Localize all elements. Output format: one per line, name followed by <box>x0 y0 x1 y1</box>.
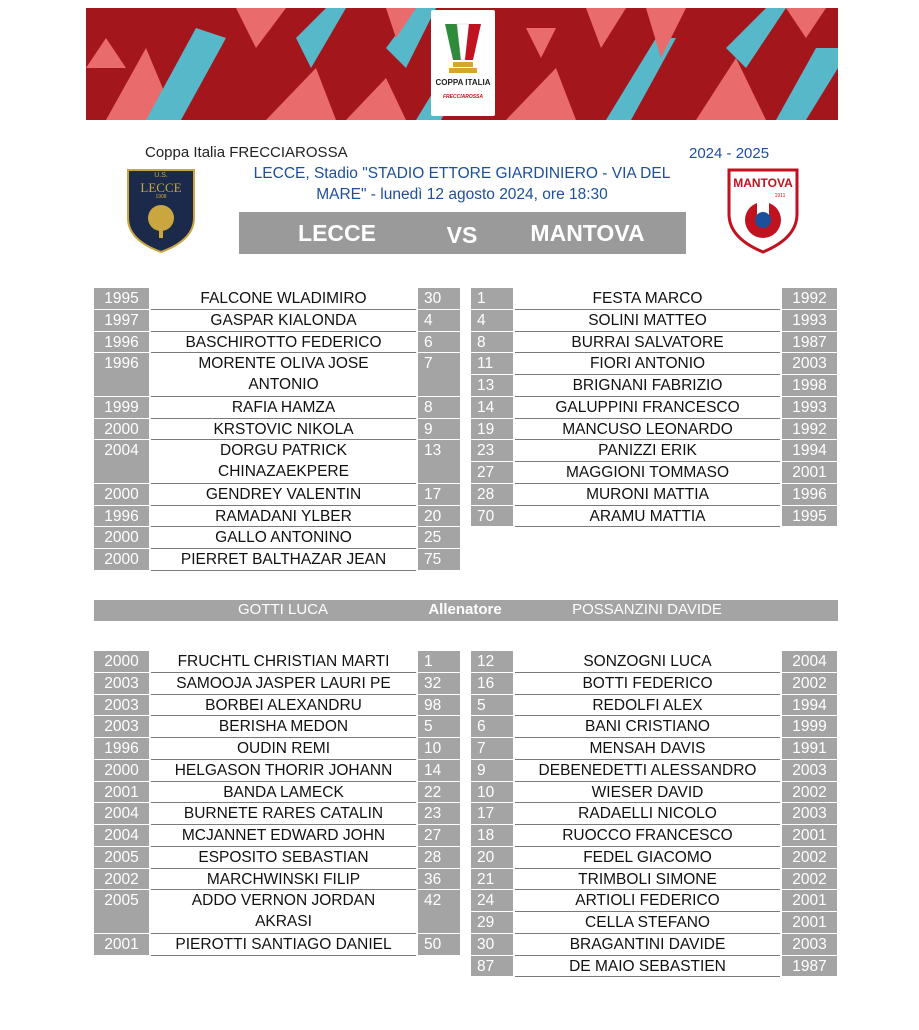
player-name: GASPAR KIALONDA <box>151 310 416 332</box>
player-number: 7 <box>471 738 513 759</box>
player-number: 23 <box>418 803 460 824</box>
player-number: 9 <box>418 419 460 440</box>
player-name: RUOCCO FRANCESCO <box>515 825 780 847</box>
trophy-icon <box>431 14 495 78</box>
player-number: 30 <box>471 934 513 955</box>
mantova-crest-name: MANTOVA <box>733 176 793 190</box>
player-number: 14 <box>471 397 513 418</box>
player-year: 1996 <box>94 332 149 353</box>
player-number: 10 <box>418 738 460 759</box>
player-number: 14 <box>418 760 460 781</box>
player-year: 2003 <box>782 803 837 824</box>
player-number: 13 <box>418 440 460 483</box>
player-number: 17 <box>418 484 460 505</box>
competition-name: Coppa Italia FRECCIAROSSA <box>145 144 348 161</box>
player-year: 1996 <box>94 353 149 396</box>
away-team: MANTOVA <box>530 220 645 246</box>
player-year: 2000 <box>94 760 149 781</box>
player-number: 4 <box>418 310 460 331</box>
player-name: BANI CRISTIANO <box>515 716 780 738</box>
player-name: PANIZZI ERIK <box>515 440 780 462</box>
player-year: 2003 <box>782 760 837 781</box>
vs-label: VS <box>446 222 478 248</box>
player-year: 2003 <box>94 695 149 716</box>
player-year: 2000 <box>94 419 149 440</box>
player-number: 98 <box>418 695 460 716</box>
lecce-crest-year: 1908 <box>155 194 167 200</box>
player-year: 2004 <box>782 651 837 672</box>
player-name-line1: MORENTE OLIVA JOSE <box>198 355 369 373</box>
player-number: 12 <box>471 651 513 672</box>
player-name: OUDIN REMI <box>151 738 416 760</box>
player-number: 8 <box>471 332 513 353</box>
player-number: 27 <box>471 462 513 483</box>
player-year: 2002 <box>782 673 837 694</box>
player-year: 1992 <box>782 288 837 309</box>
player-number: 5 <box>471 695 513 716</box>
player-number: 30 <box>418 288 460 309</box>
player-year: 1996 <box>782 484 837 505</box>
player-year: 1999 <box>94 397 149 418</box>
player-number: 6 <box>418 332 460 353</box>
player-number: 18 <box>471 825 513 846</box>
player-number: 28 <box>418 847 460 868</box>
player-year: 2001 <box>782 912 837 933</box>
player-number: 17 <box>471 803 513 824</box>
player-number: 16 <box>471 673 513 694</box>
player-number: 87 <box>471 956 513 977</box>
player-year: 2005 <box>94 890 149 933</box>
venue-info: LECCE, Stadio "STADIO ETTORE GIARDINIERO - VIA DEL MARE" - lunedì 12 agosto 2024, ore 18:30 <box>253 165 671 203</box>
player-name: RADAELLI NICOLO <box>515 803 780 825</box>
player-name: BRAGANTINI DAVIDE <box>515 934 780 956</box>
logo-text: COPPA ITALIA <box>435 78 491 87</box>
mantova-crest-year: 1911 <box>774 193 786 199</box>
coppa-italia-logo <box>431 10 495 116</box>
player-name: MENSAH DAVIS <box>515 738 780 760</box>
player-name: TRIMBOLI SIMONE <box>515 869 780 891</box>
player-number: 36 <box>418 869 460 890</box>
player-year: 1999 <box>782 716 837 737</box>
player-number: 1 <box>471 288 513 309</box>
coaches-row <box>94 600 838 621</box>
player-year: 2000 <box>94 484 149 505</box>
player-year: 1997 <box>94 310 149 331</box>
player-name: GALLO ANTONINO <box>151 527 416 549</box>
player-name: REDOLFI ALEX <box>515 695 780 717</box>
player-name: BANDA LAMECK <box>151 782 416 804</box>
player-year: 1996 <box>94 506 149 527</box>
lecce-crest-name: LECCE <box>140 180 182 195</box>
player-number: 20 <box>471 847 513 868</box>
player-number: 28 <box>471 484 513 505</box>
player-year: 2003 <box>94 673 149 694</box>
player-number: 10 <box>471 782 513 803</box>
player-year: 2000 <box>94 549 149 570</box>
player-number: 27 <box>418 825 460 846</box>
player-name: RAFIA HAMZA <box>151 397 416 419</box>
coach-label: Allenatore <box>428 601 502 618</box>
player-number: 6 <box>471 716 513 737</box>
player-year: 2001 <box>782 462 837 483</box>
player-name: FALCONE WLADIMIRO <box>151 288 416 310</box>
player-year: 2001 <box>94 934 149 955</box>
player-year: 1993 <box>782 397 837 418</box>
player-year: 2005 <box>94 847 149 868</box>
player-year: 2001 <box>782 825 837 846</box>
player-name: GALUPPINI FRANCESCO <box>515 397 780 419</box>
player-year: 2000 <box>94 527 149 548</box>
player-name: FIORI ANTONIO <box>515 353 780 375</box>
player-number: 70 <box>471 506 513 527</box>
player-name: RAMADANI YLBER <box>151 506 416 528</box>
player-number: 50 <box>418 934 460 955</box>
player-name: FEDEL GIACOMO <box>515 847 780 869</box>
player-name: BURRAI SALVATORE <box>515 332 780 354</box>
away-coach: POSSANZINI DAVIDE <box>572 601 722 618</box>
player-number: 24 <box>471 890 513 911</box>
player-name: SAMOOJA JASPER LAURI PE <box>151 673 416 695</box>
player-year: 1987 <box>782 956 837 977</box>
player-number: 11 <box>471 353 513 374</box>
player-name: BASCHIROTTO FEDERICO <box>151 332 416 354</box>
player-number: 32 <box>418 673 460 694</box>
player-year: 2002 <box>782 869 837 890</box>
player-year: 2002 <box>782 847 837 868</box>
player-name: DE MAIO SEBASTIEN <box>515 956 780 978</box>
player-name: BERISHA MEDON <box>151 716 416 738</box>
player-number: 29 <box>471 912 513 933</box>
season: 2024 - 2025 <box>689 145 770 162</box>
player-number: 25 <box>418 527 460 548</box>
player-name-line1: ADDO VERNON JORDAN <box>191 892 376 910</box>
lecce-crest <box>126 168 196 254</box>
player-name: BRIGNANI FABRIZIO <box>515 375 780 397</box>
player-year: 2003 <box>782 934 837 955</box>
player-number: 13 <box>471 375 513 396</box>
player-year: 2003 <box>94 716 149 737</box>
player-year: 1996 <box>94 738 149 759</box>
player-name: DEBENEDETTI ALESSANDRO <box>515 760 780 782</box>
player-name: PIEROTTI SANTIAGO DANIEL <box>151 934 416 956</box>
player-number: 22 <box>418 782 460 803</box>
player-name: HELGASON THORIR JOHANN <box>151 760 416 782</box>
player-year: 2004 <box>94 803 149 824</box>
player-name: ARAMU MATTIA <box>515 506 780 528</box>
player-name: ESPOSITO SEBASTIAN <box>151 847 416 869</box>
player-year: 2004 <box>94 440 149 483</box>
player-name: MANCUSO LEONARDO <box>515 419 780 441</box>
player-year: 1995 <box>782 506 837 527</box>
player-number: 75 <box>418 549 460 570</box>
player-number: 7 <box>418 353 460 396</box>
player-name: SONZOGNI LUCA <box>515 651 780 673</box>
player-name: KRSTOVIC NIKOLA <box>151 419 416 441</box>
player-name: ARTIOLI FEDERICO <box>515 890 780 912</box>
player-name: MAGGIONI TOMMASO <box>515 462 780 484</box>
player-year: 1991 <box>782 738 837 759</box>
player-name <box>151 890 416 934</box>
player-number: 4 <box>471 310 513 331</box>
player-year: 1994 <box>782 440 837 461</box>
player-name: FRUCHTL CHRISTIAN MARTI <box>151 651 416 673</box>
lecce-crest-top: U.S. <box>154 172 168 179</box>
player-name: MURONI MATTIA <box>515 484 780 506</box>
player-year: 2001 <box>782 890 837 911</box>
player-name: PIERRET BALTHAZAR JEAN <box>151 549 416 571</box>
player-name-line2: AKRASI <box>255 913 312 931</box>
player-year: 1992 <box>782 419 837 440</box>
player-number: 42 <box>418 890 460 933</box>
player-number: 5 <box>418 716 460 737</box>
player-year: 1987 <box>782 332 837 353</box>
player-name: BORBEI ALEXANDRU <box>151 695 416 717</box>
player-number: 9 <box>471 760 513 781</box>
player-name: SOLINI MATTEO <box>515 310 780 332</box>
player-year: 2000 <box>94 651 149 672</box>
player-number: 19 <box>471 419 513 440</box>
logo-sponsor: FRECCIAROSSA <box>442 94 483 100</box>
player-name: WIESER DAVID <box>515 782 780 804</box>
player-name-line2: CHINAZAEKPERE <box>218 463 349 481</box>
player-name-line2: ANTONIO <box>248 376 319 394</box>
player-name: CELLA STEFANO <box>515 912 780 934</box>
player-year: 2003 <box>782 353 837 374</box>
player-year: 2004 <box>94 825 149 846</box>
player-number: 1 <box>418 651 460 672</box>
player-year: 2002 <box>94 869 149 890</box>
player-number: 20 <box>418 506 460 527</box>
matchup-bar <box>239 212 686 254</box>
player-year: 1994 <box>782 695 837 716</box>
home-team: LECCE <box>298 220 376 246</box>
player-name: MCJANNET EDWARD JOHN <box>151 825 416 847</box>
player-name-line1: DORGU PATRICK <box>220 442 347 460</box>
player-name: GENDREY VALENTIN <box>151 484 416 506</box>
player-year: 2002 <box>782 782 837 803</box>
mantova-crest <box>727 168 799 254</box>
player-name <box>151 353 416 397</box>
player-number: 23 <box>471 440 513 461</box>
player-name: BOTTI FEDERICO <box>515 673 780 695</box>
player-name: MARCHWINSKI FILIP <box>151 869 416 891</box>
player-name: FESTA MARCO <box>515 288 780 310</box>
player-year: 2001 <box>94 782 149 803</box>
player-name <box>151 440 416 484</box>
player-year: 1993 <box>782 310 837 331</box>
player-year: 1995 <box>94 288 149 309</box>
player-year: 1998 <box>782 375 837 396</box>
home-coach: GOTTI LUCA <box>237 601 328 618</box>
player-name: BURNETE RARES CATALIN <box>151 803 416 825</box>
player-number: 8 <box>418 397 460 418</box>
player-number: 21 <box>471 869 513 890</box>
